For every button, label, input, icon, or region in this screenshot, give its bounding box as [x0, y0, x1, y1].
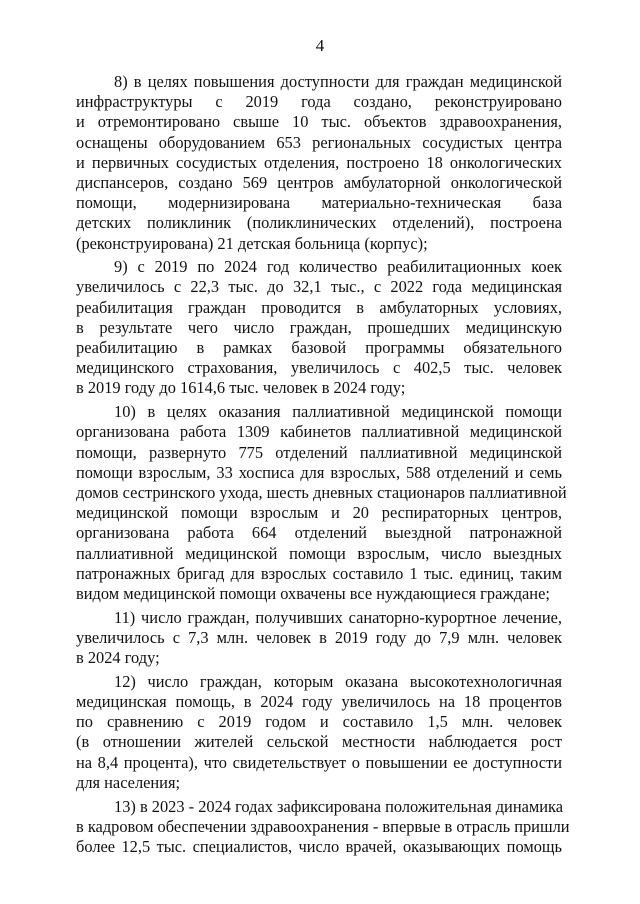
text-line: по сравнению с 2019 годом и составило 1,5 млн. человек [76, 712, 562, 732]
text-line: 8) в целях повышения доступности для граждан медицинской [114, 72, 562, 91]
paragraph-13 [76, 796, 570, 858]
text-line: патронажных бригад для взрослых составило 1 тыс. единиц, таким [76, 563, 562, 583]
text-line: домов сестринского ухода, шесть дневных стационаров паллиативной [76, 482, 567, 502]
document-body [76, 72, 570, 861]
text-line: паллиативной медицинской помощи взрослым, число выездных [76, 543, 562, 563]
text-line: помощи, развернуто 775 отделений паллиативной медицинской [76, 442, 562, 462]
text-line: 12) число граждан, которым оказана высокотехнологичная [114, 671, 562, 691]
text-line: 10) в целях оказания паллиативной медицинской помощи [114, 402, 562, 422]
text-line: увеличилось с 7,3 млн. человек в 2019 году до 7,9 млн. человек [76, 627, 562, 647]
text-line: и отремонтировано свыше 10 тыс. объектов здравоохранения, [76, 112, 562, 132]
text-line: более 12,5 тыс. специалистов, число врачей, оказывающих помощь [76, 836, 562, 856]
text-line: медицинского страхования, увеличилось с 402,5 тыс. человек [76, 358, 562, 378]
text-line: 11) число граждан, получивших санаторно-курортное лечение, [114, 607, 562, 627]
text-line: диспансеров, создано 569 центров амбулаторной онкологической [76, 172, 562, 192]
paragraph-8 [76, 72, 562, 254]
text-line: детских поликлиник (поликлинических отделений), построена [76, 213, 562, 233]
text-line: помощи, модернизирована материально-техническая база [76, 193, 562, 213]
text-line: видом медицинской помощи охвачены все нуждающиеся граждане; [76, 583, 550, 603]
page-number: 4 [315, 36, 325, 55]
text-line: реабилитацию в рамках базовой программы обязательного [76, 338, 562, 358]
text-line: в 2019 году до 1614,6 тыс. человек в 2024 году; [76, 378, 406, 398]
text-line: в 2024 году; [76, 648, 160, 668]
text-line: в кадровом обеспечении здравоохранения - впервые в отрасль пришли [76, 816, 570, 836]
text-line: 9) с 2019 по 2024 год количество реабилитационных коек [114, 257, 562, 277]
text-line: оснащены оборудованием 653 региональных сосудистых центра [76, 132, 562, 152]
paragraph-9 [76, 257, 562, 398]
paragraph-10 [76, 402, 567, 604]
text-line: (в отношении жителей сельской местности наблюдается рост [76, 732, 562, 752]
paragraph-12 [76, 672, 562, 793]
text-line: помощи взрослым, 33 хосписа для взрослых, 588 отделений и семь [76, 462, 562, 482]
text-line: (реконструирована) 21 детская больница (корпус); [76, 233, 428, 253]
text-line: медицинской помощи взрослым и 20 респираторных центров, [76, 503, 562, 523]
text-line: для населения; [76, 772, 181, 792]
text-line: увеличилось с 22,3 тыс. до 32,1 тыс., с 2022 года медицинская [76, 277, 562, 297]
text-line: инфраструктуры с 2019 года создано, реконструировано [76, 92, 562, 112]
text-line: на 8,4 процента), что свидетельствует о повышении ее доступности [76, 752, 562, 772]
text-line: медицинская помощь, в 2024 году увеличилось на 18 процентов [76, 692, 562, 711]
paragraph-11 [76, 608, 562, 669]
text-line: в результате чего число граждан, прошедших медицинскую [76, 317, 562, 337]
text-line: реабилитация граждан проводится в амбулаторных условиях, [76, 297, 562, 317]
text-line: 13) в 2023 - 2024 годах зафиксирована положительная динамика [114, 796, 563, 816]
text-line: организована работа 1309 кабинетов паллиативной медицинской [76, 422, 562, 442]
text-line: организована работа 664 отделений выездной патронажной [76, 523, 562, 543]
text-line: и первичных сосудистых отделения, построено 18 онкологических [76, 152, 562, 172]
